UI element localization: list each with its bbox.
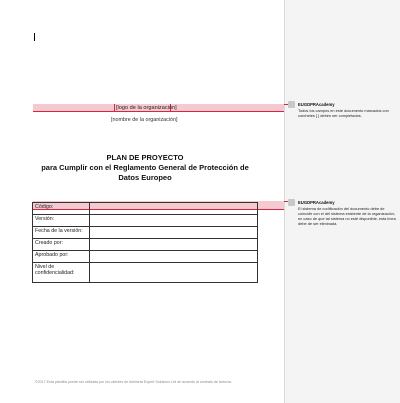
version-date-label: Fecha de la versión:	[33, 227, 90, 239]
logo-placeholder[interactable]: [logo de la organización]	[116, 105, 177, 111]
org-name-placeholder[interactable]: [nombre de la organización]	[111, 117, 178, 123]
comment-header	[288, 101, 398, 108]
confidentiality-label: Nivel de confidencialidad:	[33, 263, 90, 283]
version-date-value[interactable]	[90, 227, 258, 239]
comment-1[interactable]	[288, 101, 398, 118]
comment-text: El sistema de codificación del documento debe de coincidir con el del sistema existente de la organización; en caso de que tal sistema no esté disponible, esta línea debe de ser eliminada.	[298, 206, 396, 226]
footer-note: ©2017 Esta plantilla puede ser utilizada por los clientes de Advisera Expert Solutions Ltd de acuerdo al contrato de licencia.	[35, 380, 232, 384]
comment-2[interactable]	[288, 199, 398, 226]
created-by-value[interactable]	[90, 239, 258, 251]
metadata-table	[32, 202, 258, 283]
approved-by-value[interactable]	[90, 251, 258, 263]
comment-author: EUGDPRAcademy	[298, 102, 335, 107]
approved-by-label: Aprobado por:	[33, 251, 90, 263]
table-row	[33, 251, 258, 263]
document-subtitle: para Cumplir con el Reglamento General de Protección de Datos Europeo	[41, 163, 249, 182]
version-label: Versión:	[33, 215, 90, 227]
comment-header	[288, 199, 398, 206]
confidentiality-value[interactable]	[90, 263, 258, 283]
text-cursor	[34, 33, 35, 41]
table-row	[33, 227, 258, 239]
comment-author: EUGDPRAcademy	[298, 200, 335, 205]
avatar	[288, 199, 295, 206]
document-title: PLAN DE PROYECTO	[106, 153, 184, 162]
table-row	[33, 203, 258, 215]
avatar	[288, 101, 295, 108]
table-row	[33, 239, 258, 251]
table-row	[33, 263, 258, 283]
comment-text: Todos los campos en este documento marcados con corchetes [ ] deben ser completados.	[298, 108, 389, 118]
logo-bracket-left	[114, 104, 115, 112]
code-value[interactable]	[90, 203, 258, 215]
created-by-label: Creado por:	[33, 239, 90, 251]
version-value[interactable]	[90, 215, 258, 227]
code-label: Código:	[33, 203, 90, 215]
table-row	[33, 215, 258, 227]
title-block	[30, 152, 260, 183]
